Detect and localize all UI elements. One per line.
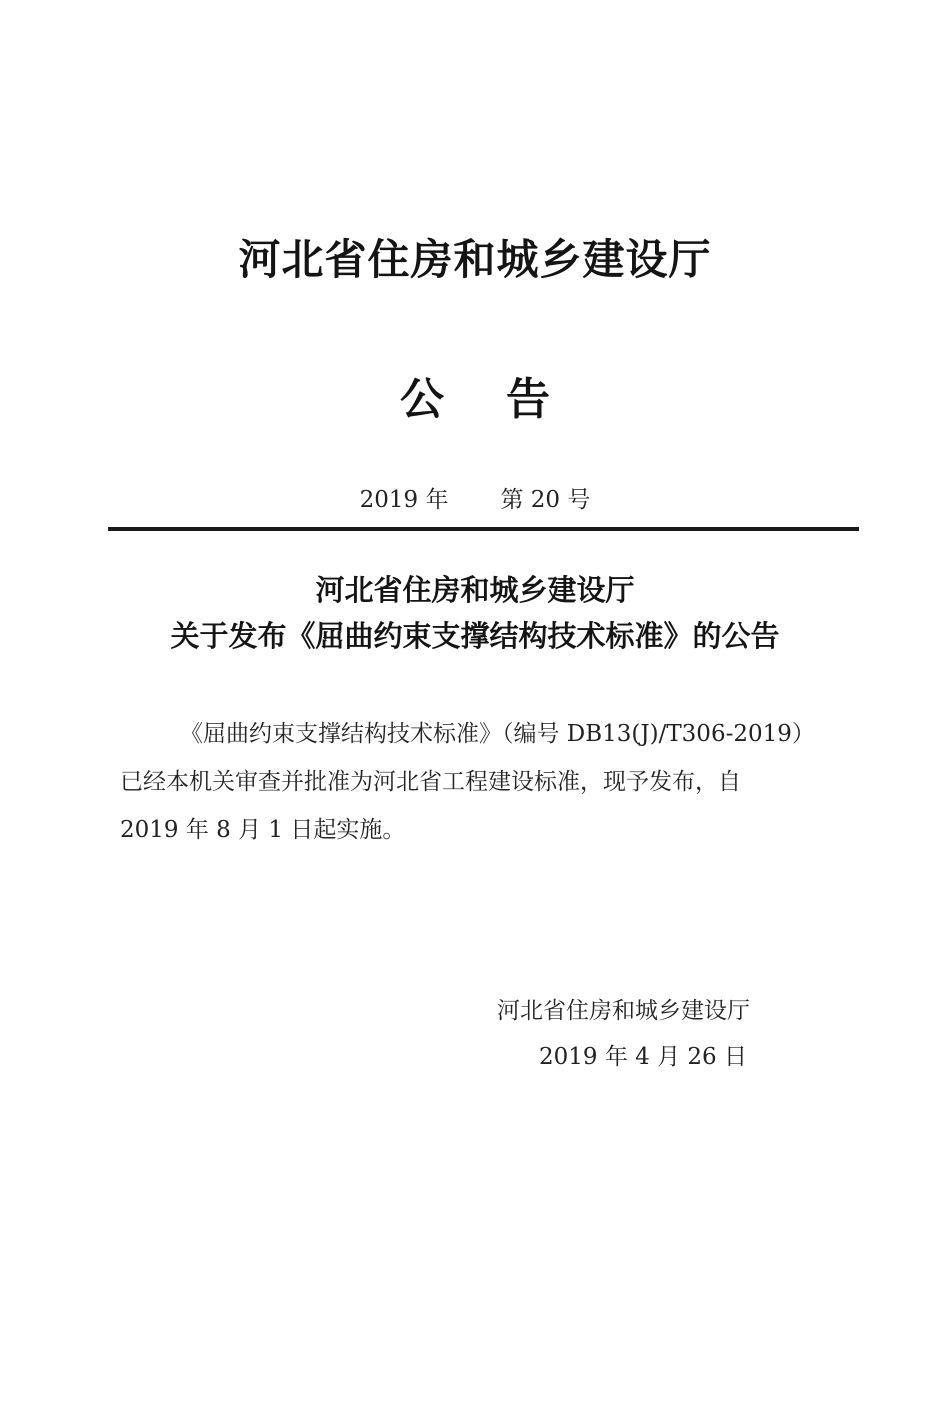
- notice-title: 公告: [400, 374, 612, 425]
- agency-heading: 河北省住房和城乡建设厅: [238, 235, 712, 284]
- body-line-1: 《屈曲约束支撑结构技术标准》（编号 DB13(J)/T306-2019）: [180, 721, 815, 747]
- header-divider: [108, 527, 859, 531]
- subject-line-1: 河北省住房和城乡建设厅: [315, 573, 635, 607]
- body-line-2: 已经本机关审查并批准为河北省工程建设标准，现予发布，自: [120, 769, 741, 795]
- notice-body: [120, 710, 840, 854]
- issue-year: 2019 年: [359, 487, 449, 513]
- signature-date: 2019 年 4 月 26 日: [539, 1044, 747, 1070]
- signature-block: [497, 988, 750, 1080]
- issue-line: [0, 482, 950, 518]
- body-line-3: 2019 年 8 月 1 日起实施。: [120, 817, 406, 843]
- subject-line-2: 关于发布《屈曲约束支撑结构技术标准》的公告: [170, 619, 780, 653]
- notice-subject: [0, 567, 950, 659]
- signature-agency: 河北省住房和城乡建设厅: [497, 998, 750, 1024]
- issue-number: 第 20 号: [500, 487, 591, 513]
